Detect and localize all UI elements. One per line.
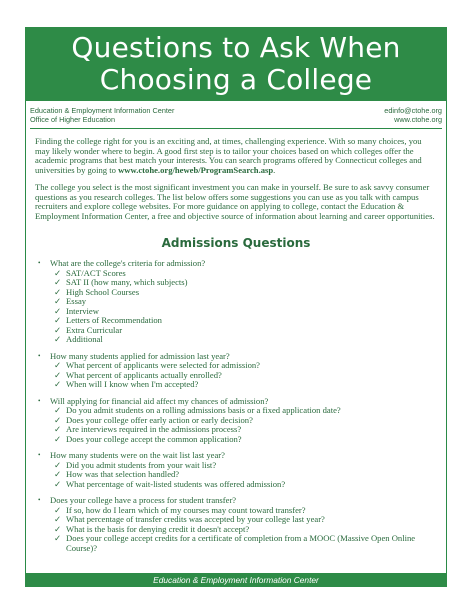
sub-question-text: What percentage of wait-listed students was offered admission? <box>66 478 286 489</box>
sub-question-text: Does your college accept the common application? <box>66 433 242 444</box>
checkmark-icon: ✓ <box>54 334 62 344</box>
footer-bar <box>25 573 447 587</box>
checkmark-icon: ✓ <box>54 459 62 470</box>
sub-question-text: Do you admit students on a rolling admissions basis or a fixed application date? <box>66 405 341 415</box>
question-item <box>38 352 438 390</box>
checkmark-icon: ✓ <box>54 504 62 515</box>
checkmark-icon: ✓ <box>54 267 62 278</box>
sub-question-list <box>50 269 438 345</box>
questions-list <box>38 259 438 560</box>
question-text: Will applying for financial aid affect my chances of admission? <box>50 395 269 406</box>
sub-question-item <box>54 297 438 307</box>
bullet-icon: • <box>38 351 41 360</box>
organization-block <box>30 106 174 125</box>
office-name: Office of Higher Education <box>30 115 116 125</box>
page-title-line-1: Questions to Ask When <box>71 31 401 64</box>
sub-question-text: Additional <box>66 334 103 344</box>
checkmark-icon: ✓ <box>54 414 62 425</box>
sub-question-text: If so, how do I learn which of my courses may count toward transfer? <box>66 504 306 515</box>
page-title-line-2: Choosing a College <box>99 63 373 96</box>
checkmark-icon: ✓ <box>54 305 62 316</box>
sub-question-text: Does your college accept credits for a certificate of completion from a MOOC (Massive Open Online Course)? <box>66 533 416 553</box>
checkmark-icon: ✓ <box>54 478 62 489</box>
question-text: How many students were on the wait list last year? <box>50 450 225 460</box>
organization-name: Education & Employment Information Center <box>30 106 175 115</box>
sub-question-text: SAT II (how many, which subjects) <box>66 277 188 287</box>
sub-question-text: High School Courses <box>66 286 140 297</box>
sub-question-list <box>50 406 438 444</box>
checkmark-icon: ✓ <box>54 324 62 335</box>
sub-question-item <box>54 326 438 336</box>
bullet-icon: • <box>38 396 41 405</box>
checkmark-icon: ✓ <box>54 514 62 524</box>
sub-question-text: What percent of applicants were selected for admission? <box>66 360 260 370</box>
header-divider <box>30 128 442 129</box>
intro-paragraph-1-text: Finding the college right for you is an exciting and, at times, challenging experience. With so many choices, you may likely wonder where to begin. A good first step is to tailor your choices based on which colleges offer the academic programs that best match your interests. You can search programs offered by Connecticut colleges and universities by going to <box>35 136 422 176</box>
checkmark-icon: ✓ <box>54 286 62 297</box>
checkmark-icon: ✓ <box>54 360 62 370</box>
sub-question-list <box>50 506 438 554</box>
sub-question-text: What is the basis for denying credit it doesn't accept? <box>66 523 250 534</box>
sub-question-item <box>54 534 438 553</box>
question-text: Does your college have a process for student transfer? <box>50 495 237 505</box>
checkmark-icon: ✓ <box>54 296 62 306</box>
question-item <box>38 451 438 489</box>
sub-question-item <box>54 480 438 490</box>
sub-question-text: Did you admit students from your wait list? <box>66 459 217 470</box>
sub-question-text: When will I know when I'm accepted? <box>66 379 199 389</box>
sub-question-item <box>54 435 438 445</box>
checkmark-icon: ✓ <box>54 405 62 415</box>
checkmark-icon: ✓ <box>54 523 62 534</box>
sub-question-list <box>50 361 438 390</box>
sub-question-text: Does your college offer early action or early decision? <box>66 414 253 425</box>
sub-question-text: SAT/ACT Scores <box>66 267 126 278</box>
checkmark-icon: ✓ <box>54 469 62 479</box>
sub-question-text: What percent of applicants actually enrolled? <box>66 369 222 380</box>
question-text: How many students applied for admission last year? <box>50 350 230 361</box>
sub-question-item <box>54 335 438 345</box>
sub-question-text: Extra Curricular <box>66 324 123 335</box>
sub-question-item <box>54 380 438 390</box>
intro-paragraph-1 <box>35 137 435 176</box>
checkmark-icon: ✓ <box>54 433 62 444</box>
sub-question-list <box>50 461 438 490</box>
question-item <box>38 397 438 445</box>
sub-question-text: Are interviews required in the admissions process? <box>66 424 242 434</box>
question-text: What are the college's criteria for admission? <box>50 258 206 268</box>
sub-question-text: Essay <box>66 296 87 306</box>
checkmark-icon: ✓ <box>54 424 62 434</box>
checkmark-icon: ✓ <box>54 369 62 380</box>
website-address[interactable]: www.ctohe.org <box>394 115 442 125</box>
sub-question-text: Letters of Recommendation <box>66 315 162 325</box>
sub-question-text: Interview <box>66 305 99 316</box>
intro-paragraph-1-end: . <box>273 165 276 176</box>
checkmark-icon: ✓ <box>54 277 62 287</box>
contact-block <box>384 106 442 125</box>
contact-header <box>30 106 442 125</box>
sub-question-text: What percentage of transfer credits was accepted by your college last year? <box>66 514 325 524</box>
sub-question-item <box>54 288 438 298</box>
bullet-icon: • <box>38 496 41 504</box>
checkmark-icon: ✓ <box>54 533 62 543</box>
email-address[interactable]: edinfo@ctohe.org <box>384 106 442 115</box>
question-item <box>38 259 438 345</box>
footer-label: Education & Employment Information Center <box>153 575 319 585</box>
section-heading: Admissions Questions <box>161 236 311 250</box>
question-item <box>38 496 438 553</box>
sub-question-text: How was that selection handled? <box>66 469 180 479</box>
checkmark-icon: ✓ <box>54 315 62 325</box>
intro-paragraph-2: The college you select is the most significant investment you can make in yourself. Be sure to ask savvy consumer questions as you research colleges. The list below offers some suggestions you can use as you talk with campus recruiters and explore college websites. For more guidance on applying to college, contact the Education & Employment Information Center, a free and objective source of information about learning and career opportunities. <box>35 182 435 222</box>
program-search-link[interactable]: www.ctohe.org/heweb/ProgramSearch.asp <box>118 165 274 176</box>
title-banner <box>25 27 447 101</box>
checkmark-icon: ✓ <box>54 379 62 389</box>
bullet-icon: • <box>38 451 41 459</box>
bullet-icon: • <box>38 259 41 267</box>
